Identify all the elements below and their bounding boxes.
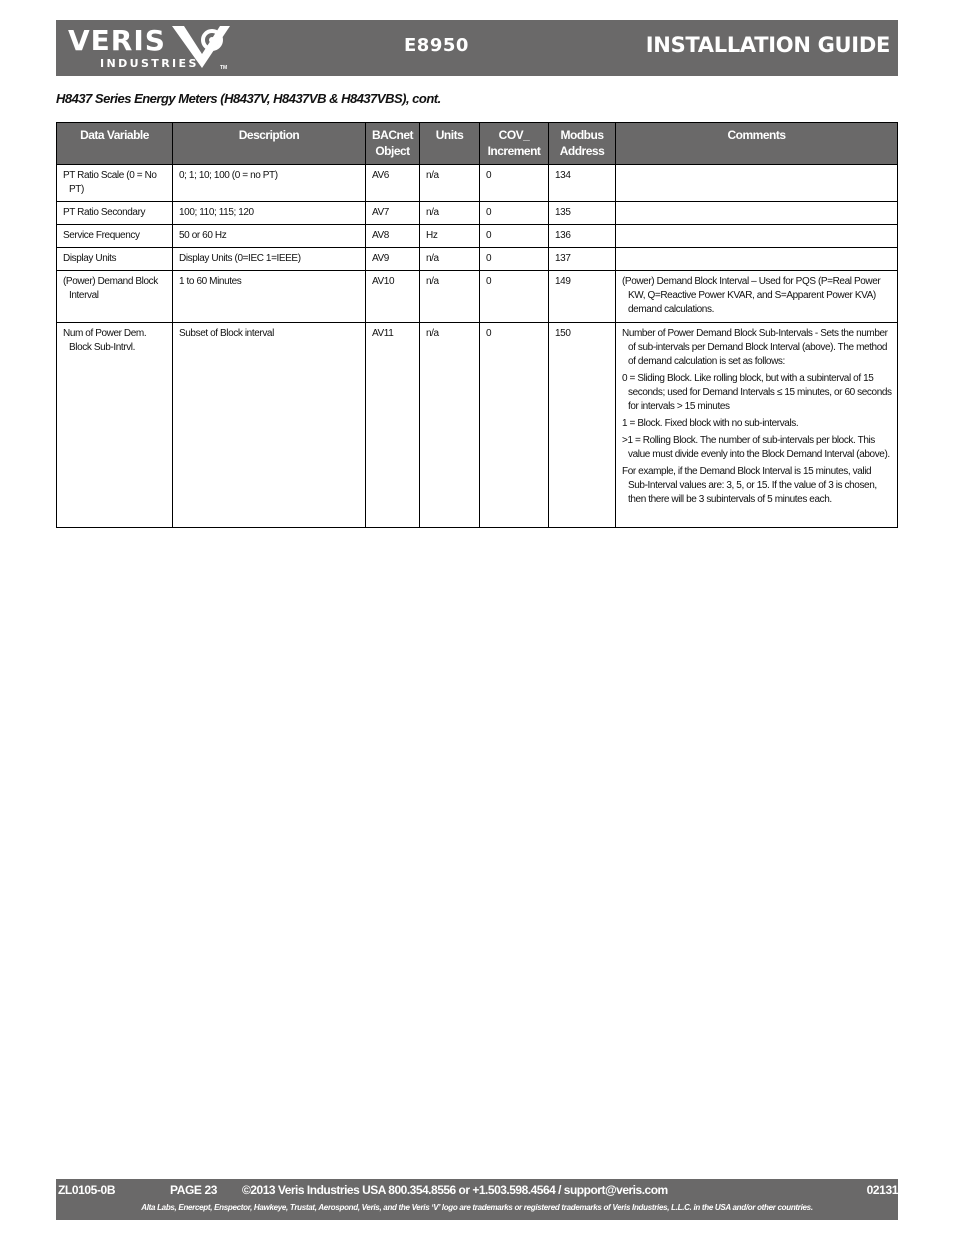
column-header: Comments bbox=[616, 123, 898, 165]
model-number: E8950 bbox=[404, 35, 469, 56]
table-row bbox=[57, 248, 898, 271]
comment-paragraph: 1 = Block. Fixed block with no sub-intervals. bbox=[622, 418, 799, 429]
comment-paragraph: Number of Power Demand Block Sub-Intervals - Sets the number of sub-intervals per Demand Block Interval (above). The method of demand calculation is set as follows: bbox=[622, 328, 888, 367]
table-header-row bbox=[57, 123, 898, 165]
table-row bbox=[57, 202, 898, 225]
cell-cov: 0 bbox=[480, 202, 549, 225]
page-footer bbox=[56, 1179, 898, 1220]
cell-description: 100; 110; 115; 120 bbox=[173, 202, 366, 225]
page-header bbox=[56, 20, 898, 76]
document-number: ZL0105-0B bbox=[58, 1183, 116, 1197]
logo-wordmark: VERIS bbox=[68, 24, 166, 57]
table-row bbox=[57, 271, 898, 323]
cell-variable: PT Ratio Scale (0 = No PT) bbox=[57, 165, 173, 202]
cell-units: Hz bbox=[420, 225, 480, 248]
comment-paragraph: >1 = Rolling Block. The number of sub-intervals per block. This value must divide evenly into the Block Demand Interval (above). bbox=[622, 435, 890, 460]
cell-comments bbox=[616, 323, 898, 528]
veris-logo bbox=[68, 26, 268, 72]
cell-description: Subset of Block interval bbox=[173, 323, 366, 528]
cell-object: AV6 bbox=[366, 165, 420, 202]
comment-paragraph: For example, if the Demand Block Interval is 15 minutes, valid Sub-Interval values are: 3, 5, or 15. If the value of 3 is chosen, then there will be 3 subintervals of 5 minutes each. bbox=[622, 466, 877, 505]
column-header: Data Variable bbox=[57, 123, 173, 165]
cell-modbus: 149 bbox=[549, 271, 616, 323]
cell-comments bbox=[616, 202, 898, 225]
cell-variable: Service Frequency bbox=[57, 225, 173, 248]
cell-comments bbox=[616, 271, 898, 323]
column-header: COV_ Increment bbox=[480, 123, 549, 165]
cell-units: n/a bbox=[420, 202, 480, 225]
cell-modbus: 136 bbox=[549, 225, 616, 248]
trademark-notice: Alta Labs, Enercept, Enspector, Hawkeye, Trustat, Aerospond, Veris, and the Veris ‘V’ logo are trademarks or registered trademarks of Veris Industries, L.L.C. in the USA and/or other countries. bbox=[141, 1203, 813, 1212]
copyright-contact: ©2013 Veris Industries USA 800.354.8556 or +1.503.598.4564 / support@veris.com bbox=[242, 1183, 668, 1197]
guide-title: INSTALLATION GUIDE bbox=[645, 33, 890, 57]
page-number: PAGE 23 bbox=[170, 1183, 217, 1197]
cell-cov: 0 bbox=[480, 248, 549, 271]
cell-variable: Display Units bbox=[57, 248, 173, 271]
table-row bbox=[57, 165, 898, 202]
register-table bbox=[56, 122, 898, 528]
column-header: Units bbox=[420, 123, 480, 165]
table-row bbox=[57, 323, 898, 528]
cell-modbus: 135 bbox=[549, 202, 616, 225]
cell-variable: PT Ratio Secondary bbox=[57, 202, 173, 225]
table-row bbox=[57, 225, 898, 248]
cell-variable: Num of Power Dem. Block Sub-Intrvl. bbox=[57, 323, 173, 528]
cell-description: 0; 1; 10; 100 (0 = no PT) bbox=[173, 165, 366, 202]
cell-variable: (Power) Demand Block Interval bbox=[57, 271, 173, 323]
column-header: Modbus Address bbox=[549, 123, 616, 165]
cell-modbus: 137 bbox=[549, 248, 616, 271]
cell-description: Display Units (0=IEC 1=IEEE) bbox=[173, 248, 366, 271]
logo-trademark: TM bbox=[220, 65, 228, 71]
cell-cov: 0 bbox=[480, 165, 549, 202]
cell-modbus: 134 bbox=[549, 165, 616, 202]
cell-units: n/a bbox=[420, 323, 480, 528]
cell-object: AV11 bbox=[366, 323, 420, 528]
cell-units: n/a bbox=[420, 165, 480, 202]
cell-object: AV10 bbox=[366, 271, 420, 323]
cell-object: AV8 bbox=[366, 225, 420, 248]
column-header: BACnet Object bbox=[366, 123, 420, 165]
cell-modbus: 150 bbox=[549, 323, 616, 528]
cell-cov: 0 bbox=[480, 271, 549, 323]
logo-subtitle: INDUSTRIES bbox=[100, 57, 199, 70]
cell-comments bbox=[616, 165, 898, 202]
veris-v-icon bbox=[172, 26, 230, 70]
cell-description: 50 or 60 Hz bbox=[173, 225, 366, 248]
cell-object: AV9 bbox=[366, 248, 420, 271]
cell-description: 1 to 60 Minutes bbox=[173, 271, 366, 323]
cell-comments bbox=[616, 225, 898, 248]
cell-units: n/a bbox=[420, 248, 480, 271]
cell-cov: 0 bbox=[480, 323, 549, 528]
comment-paragraph: 0 = Sliding Block. Like rolling block, but with a subinterval of 15 seconds; used for Demand Intervals ≤ 15 minutes, or 60 seconds for intervals > 15 minutes bbox=[622, 373, 892, 412]
date-code: 02131 bbox=[866, 1183, 898, 1197]
cell-comments bbox=[616, 248, 898, 271]
section-title: H8437 Series Energy Meters (H8437V, H8437VB & H8437VBS), cont. bbox=[56, 91, 441, 106]
cell-cov: 0 bbox=[480, 225, 549, 248]
column-header: Description bbox=[173, 123, 366, 165]
comment-paragraph: (Power) Demand Block Interval – Used for PQS (P=Real Power KW, Q=Reactive Power KVAR, and S=Apparent Power KVA) demand calculations. bbox=[622, 276, 881, 315]
cell-units: n/a bbox=[420, 271, 480, 323]
cell-object: AV7 bbox=[366, 202, 420, 225]
